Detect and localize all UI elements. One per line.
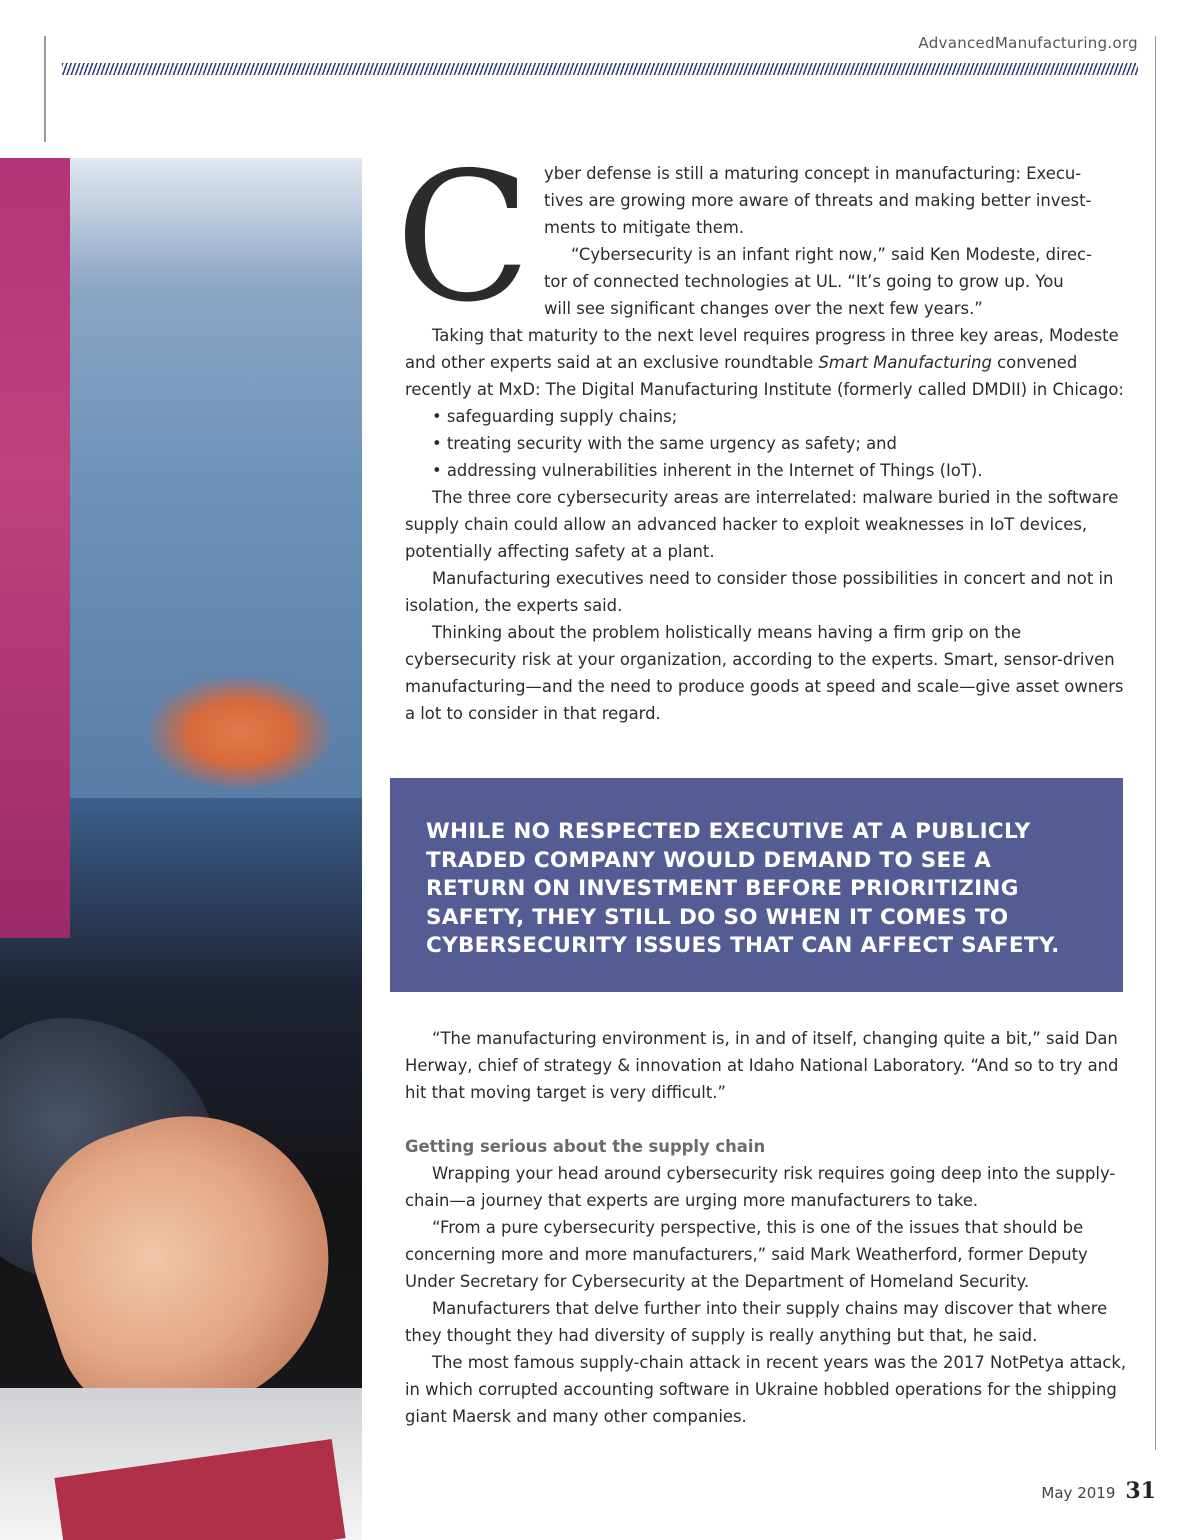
body-paragraph: The three core cybersecurity areas are interrelated: malware buried in the software supply chain could allow an advanced hacker to exploit weaknesses in IoT devices, potentially affecting safety at a plant. — [405, 488, 1119, 561]
article-body-top — [395, 134, 1137, 727]
body-paragraph: Manufacturers that delve further into their supply chains may discover that where they thought they had diversity of supply is really anything but that, he said. — [405, 1299, 1108, 1345]
article-body-bottom — [405, 1025, 1140, 1430]
bullet-list — [405, 403, 1137, 484]
issue-date: May 2019 — [1041, 1484, 1116, 1502]
header-hatch-rule — [62, 63, 1138, 75]
page-footer — [1041, 1478, 1156, 1504]
text-run: convened recently at MxD: The Digital Manufacturing Institute (formerly called DMDII) in Chicago: — [405, 353, 1124, 399]
body-paragraph: Wrapping your head around cybersecurity risk requires going deep into the supply-chain—a journey that experts are urging more manufacturers to take. — [405, 1164, 1116, 1210]
intro-line: tor of connected technologies at UL. “It’s going to grow up. You — [544, 272, 1064, 291]
bullet-item: • safeguarding supply chains; — [432, 407, 678, 426]
pull-quote: WHILE NO RESPECTED EXECUTIVE AT A PUBLICLY TRADED COMPANY WOULD DEMAND TO SEE A RETURN ON INVESTMENT BEFORE PRIORITIZING SAFETY, THEY STILL DO SO WHEN IT COMES TO CYBERSECURITY ISSUES THAT CAN AFFECT SAFETY. — [390, 778, 1123, 992]
publication-name: Smart Manufacturing — [818, 353, 992, 372]
site-url: AdvancedManufacturing.org — [918, 34, 1138, 52]
page-number: 31 — [1125, 1478, 1156, 1504]
body-paragraph: The most famous supply-chain attack in recent years was the 2017 NotPetya attack, in which corrupted accounting software in Ukraine hobbled operations for the shipping giant Maersk and many other companies. — [405, 1353, 1127, 1426]
intro-line: “Cybersecurity is an infant right now,” said Ken Modeste, direc- — [571, 245, 1092, 264]
right-margin-rule — [1155, 36, 1156, 1450]
text-run: Taking that maturity to the next level requires progress in three key areas, Modeste and other experts said at an exclusive roundtable — [405, 326, 1119, 372]
bullet-item: • addressing vulnerabilities inherent in the Internet of Things (IoT). — [432, 461, 983, 480]
photo-blurred-logo — [150, 678, 330, 788]
section-subhead: Getting serious about the supply chain — [405, 1137, 766, 1156]
body-paragraph — [405, 322, 1137, 403]
bullet-item: • treating security with the same urgency as safety; and — [432, 434, 897, 453]
body-paragraph: Thinking about the problem holistically means having a firm grip on the cybersecurity risk at your organization, according to the experts. Smart, sensor-driven manufacturing—and the need to produce goods at speed and scale—give asset owners a lot to consider in that regard. — [405, 623, 1124, 723]
drop-cap: C — [395, 134, 532, 341]
photo-backdrop-pink — [0, 158, 70, 938]
intro-line: tives are growing more aware of threats and making better invest- — [544, 191, 1092, 210]
left-margin-rule — [44, 36, 46, 142]
article-photo — [0, 158, 362, 1540]
intro-line: will see significant changes over the next few years.” — [544, 299, 983, 318]
intro-line: ments to mitigate them. — [544, 218, 745, 237]
intro-line: yber defense is still a maturing concept in manufacturing: Execu- — [544, 164, 1082, 183]
body-paragraph: “The manufacturing environment is, in and of itself, changing quite a bit,” said Dan Herway, chief of strategy & innovation at Idaho National Laboratory. “And so to try and hit that moving target is very difficult.” — [405, 1029, 1119, 1102]
body-paragraph: “From a pure cybersecurity perspective, this is one of the issues that should be concerning more and more manufacturers,” said Mark Weatherford, former Deputy Under Secretary for Cybersecurity at the Department of Homeland Security. — [405, 1218, 1088, 1291]
body-paragraph: Manufacturing executives need to consider those possibilities in concert and not in isolation, the experts said. — [405, 569, 1114, 615]
